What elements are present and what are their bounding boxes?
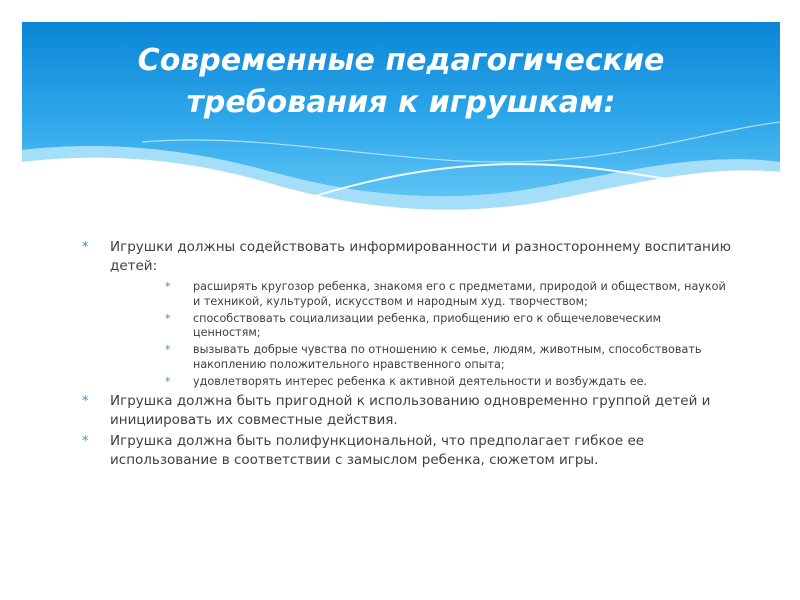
- subpoint-text: удовлетворять интерес ребенка к активной деятельности и возбуждать ее.: [193, 374, 648, 388]
- title-line-1: Современные педагогические: [137, 43, 665, 78]
- asterisk-bullet-icon: *: [165, 343, 171, 356]
- point-text: Игрушка должна быть полифункциональной, что предполагает гибкое ее использование в соответствии с замыслом ребенка, сюжетом игры.: [110, 432, 645, 468]
- asterisk-bullet-icon: *: [82, 240, 89, 255]
- sub-list-item: [110, 280, 732, 309]
- asterisk-bullet-icon: *: [82, 393, 89, 409]
- list-item: [82, 392, 732, 430]
- asterisk-bullet-icon: *: [165, 311, 171, 325]
- sub-bullet-list: [110, 280, 732, 389]
- asterisk-bullet-icon: *: [165, 280, 171, 293]
- slide-title: [22, 40, 780, 124]
- subpoint-text: расширять кругозор ребенка, знакомя его с предметами, природой и обществом, наукой и техникой, культурой, искусством и народным худ. творчеством;: [193, 280, 726, 308]
- sub-list-item: [110, 312, 732, 341]
- title-line-2: требования к игрушкам:: [186, 85, 616, 120]
- point-text: Игрушки должны содействовать информированности и разностороннему воспитанию детей:: [110, 239, 731, 274]
- sub-list-item: [110, 375, 732, 390]
- asterisk-bullet-icon: *: [165, 374, 171, 388]
- bullet-list: [82, 238, 732, 470]
- list-item: [82, 432, 732, 470]
- point-text: Игрушка должна быть пригодной к использованию одновременно группой детей и инициировать их совместные действия.: [110, 392, 711, 428]
- subpoint-text: вызывать добрые чувства по отношению к семье, людям, животным, способствовать накоплению положительного нравственного опыта;: [193, 343, 702, 371]
- list-item: [82, 238, 732, 389]
- subpoint-text: способствовать социализации ребенка, приобщению его к общечеловеческим ценностям;: [193, 311, 662, 339]
- sub-list-item: [110, 343, 732, 372]
- content-body: [82, 238, 732, 470]
- asterisk-bullet-icon: *: [82, 433, 89, 449]
